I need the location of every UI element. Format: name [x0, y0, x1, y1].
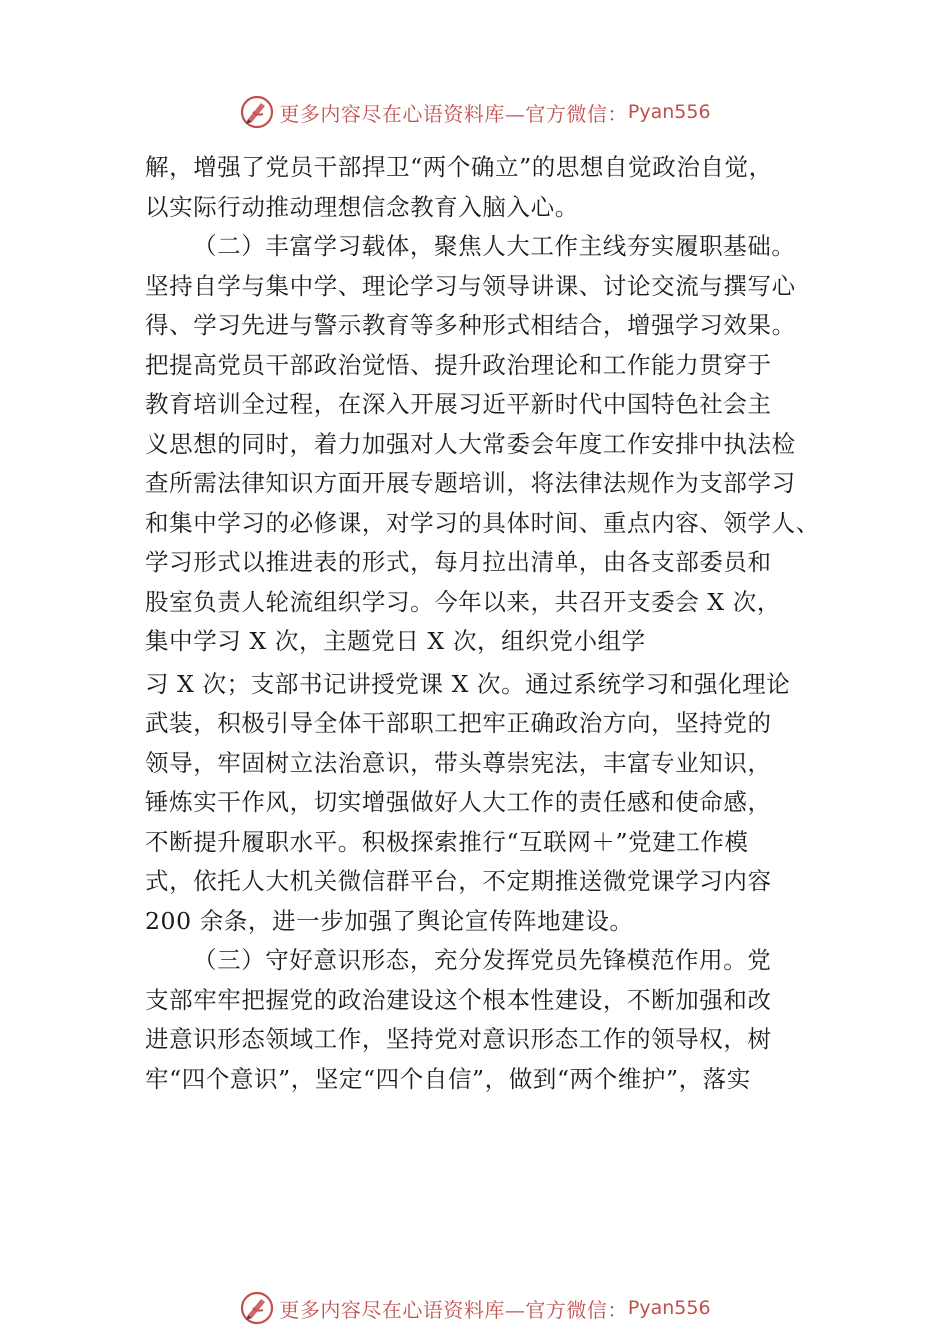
watermark-site-text: 更多内容尽在心语资料库—官方微信： — [279, 1297, 628, 1322]
writing-hand-icon — [239, 94, 275, 130]
body-line: 式，依托人大机关微信群平台，不定期推送微党课学习内容 — [145, 867, 772, 895]
body-line: 查所需法律知识方面开展专题培训，将法律法规作为支部学习 — [145, 469, 796, 497]
footer-watermark — [0, 1288, 950, 1328]
body-line: 支部牢牢把握党的政治建设这个根本性建设，不断加强和改 — [145, 985, 772, 1014]
body-line: 坚持自学与集中学、理论学习与领导讲课、讨论交流与撰写心 — [145, 271, 796, 300]
body-line: 不断提升履职水平。积极探索推行“互联网＋”党建工作模 — [145, 827, 749, 856]
body-line: 进意识形态领域工作，坚持党对意识形态工作的领导权，树 — [145, 1025, 772, 1053]
writing-hand-icon — [239, 1290, 275, 1326]
watermark-site-text: 更多内容尽在心语资料库—官方微信： — [279, 101, 628, 126]
body-line: 以实际行动推动理想信念教育入脑入心。 — [145, 192, 579, 221]
watermark-wechat-id: Pyan556 — [627, 101, 711, 123]
body-line: 和集中学习的必修课，对学习的具体时间、重点内容、领学人、 — [145, 508, 820, 537]
body-line: 教育培训全过程，在深入开展习近平新时代中国特色社会主 — [145, 390, 772, 418]
body-line: 义思想的同时，着力加强对人大常委会年度工作安排中执法检 — [145, 429, 796, 458]
body-line: 股室负责人轮流组织学习。今年以来，共召开支委会 X 次， — [145, 587, 781, 616]
body-line: 200 余条，进一步加强了舆论宣传阵地建设。 — [145, 906, 634, 935]
body-line: 得、学习先进与警示教育等多种形式相结合，增强学习效果。 — [145, 311, 796, 339]
header-watermark — [0, 92, 950, 132]
body-line: 学习形式以推进表的形式，每月拉出清单，由各支部委员和 — [145, 548, 772, 576]
body-line: 把提高党员干部政治觉悟、提升政治理论和工作能力贯穿于 — [145, 350, 772, 379]
body-line: 解，增强了党员干部捍卫“两个确立”的思想自觉政治自觉， — [145, 153, 773, 181]
body-line: 武装，积极引导全体干部职工把牢正确政治方向，坚持党的 — [145, 709, 772, 737]
document-body — [145, 148, 845, 1099]
body-line: 锤炼实干作风，切实增强做好人大工作的责任感和使命感， — [145, 788, 772, 816]
section-heading-2: （二）丰富学习载体，聚焦人大工作主线夯实履职基础。 — [193, 232, 796, 260]
watermark-wechat-id: Pyan556 — [627, 1297, 711, 1319]
body-line: 领导，牢固树立法治意识，带头尊崇宪法，丰富专业知识， — [145, 748, 772, 777]
body-line: 牢“四个意识”，坚定“四个自信”，做到“两个维护”，落实 — [145, 1064, 751, 1093]
body-line: 习 X 次；支部书记讲授党课 X 次。通过系统学习和强化理论 — [145, 669, 791, 698]
section-heading-3: （三）守好意识形态，充分发挥党员先锋模范作用。党 — [193, 946, 772, 974]
body-line: 集中学习 X 次，主题党日 X 次，组织党小组学 — [145, 627, 646, 655]
